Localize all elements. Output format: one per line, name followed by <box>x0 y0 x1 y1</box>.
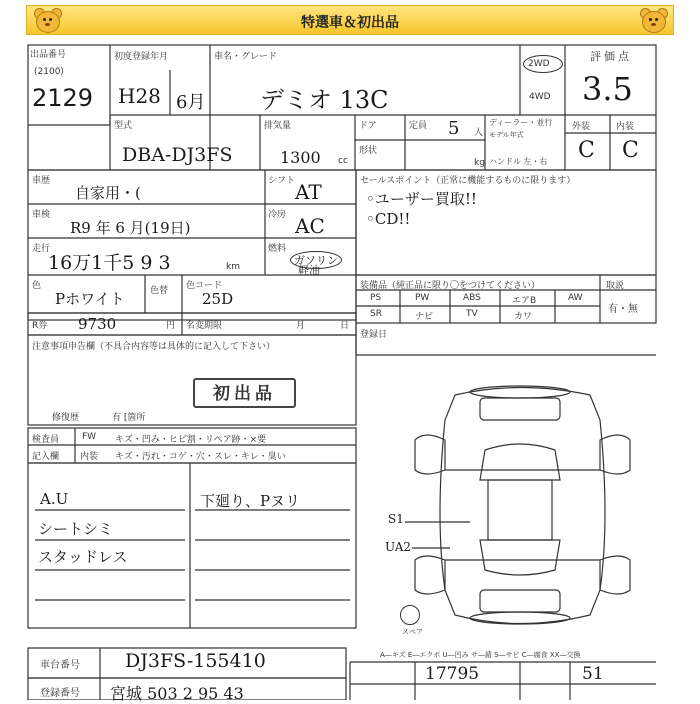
usage-value: 自家用・( <box>75 184 141 202</box>
repair-label: 修復歴 <box>52 413 80 423</box>
spare-tire-icon <box>400 605 420 625</box>
handle-label: ハンドル 左・右 <box>489 157 548 166</box>
diagram-spare-label: スペア <box>402 628 423 636</box>
exterior-grade: C <box>578 138 595 163</box>
color-code-label: 色コード <box>186 281 223 291</box>
memo-line2: シートシミ <box>38 520 114 538</box>
name-label: 車名・グレード <box>214 52 278 62</box>
entry-items: キズ・汚れ・コゲ・穴・スレ・キレ・臭い <box>115 452 286 462</box>
header-title: 特選車＆初出品 <box>301 15 399 31</box>
mileage-label: 走行 <box>32 244 51 254</box>
dealer-label: ディーラー・並行 <box>489 118 553 127</box>
fuel-diesel: 軽油 <box>298 264 320 277</box>
tax-label: 名変期限 <box>186 321 223 331</box>
interior-grade: C <box>622 138 639 163</box>
equip-ps: PS <box>370 293 382 303</box>
mileage-unit: km <box>226 262 240 272</box>
capacity-unit: 人 <box>474 128 484 138</box>
equipment-label: 装備品（純正品に限り〇をつけてください） <box>360 281 541 291</box>
model-code: DBA-DJ3FS <box>122 144 233 166</box>
entry-interior: 内装 <box>80 452 99 462</box>
inspect-items: キズ・凹み・ヒビ割・リペア跡・×要 <box>115 435 267 445</box>
recycle-unit: 円 <box>166 321 176 331</box>
drive-2wd: 2WD <box>528 59 550 69</box>
memo-line3: スタッドレス <box>38 548 128 566</box>
sales-label: セールスポイント（正常に機能するものに限ります） <box>360 176 576 186</box>
equip-aw: AW <box>568 293 583 303</box>
recycle-value: 9730 <box>78 315 117 333</box>
sales-line1: ◦ユーザー買取!! <box>366 190 477 208</box>
shape-label: 形状 <box>359 146 378 156</box>
eval-score: 3.5 <box>582 70 633 108</box>
manual-label: 取説 <box>606 281 625 291</box>
inspection-value: R9 年 6 月(19日) <box>70 219 191 237</box>
color-change-label: 色替 <box>150 286 169 296</box>
equip-leather: カワ <box>514 312 533 322</box>
recycle-label: R券 <box>32 321 48 331</box>
model-year-label: モデル年式 <box>489 131 524 139</box>
diagram-ua2-mark: UA2 <box>385 540 412 554</box>
displacement-value: 1300 <box>280 148 321 167</box>
mileage-value: 16万1千5 9 3 <box>48 252 171 274</box>
chassis-value: DJ3FS-155410 <box>125 650 266 672</box>
equip-navi: ナビ <box>415 312 434 322</box>
fuel-label: 燃料 <box>268 244 287 254</box>
color-code-value: 25D <box>202 290 234 308</box>
equip-pw: PW <box>415 293 430 303</box>
reg-value: 宮城 503 2 95 43 <box>110 684 244 703</box>
displacement-label: 排気量 <box>264 121 292 131</box>
exterior-label: 外装 <box>572 122 591 132</box>
capacity-value: 5 <box>448 118 460 139</box>
color-label: 色 <box>32 281 42 291</box>
entry-label: 記入欄 <box>32 452 60 462</box>
load-unit: kg <box>474 158 485 168</box>
lot-small: (2100) <box>34 67 64 77</box>
car-name: デミオ 13C <box>260 86 389 114</box>
equip-abs: ABS <box>463 293 481 303</box>
memo-line1: A.U <box>40 490 69 508</box>
usage-label: 車歴 <box>32 176 51 186</box>
equip-sr: SR <box>370 309 382 319</box>
sales-line2: ◦CD!! <box>366 210 411 228</box>
first-reg-month: 6月 <box>176 92 206 113</box>
first-reg-era: H28 <box>118 84 161 108</box>
color-value: Pホワイト <box>55 290 125 308</box>
tax-month: 月 <box>296 321 306 331</box>
repair-value: 有 [箇所 <box>112 413 146 423</box>
inspection-label: 車検 <box>32 210 51 220</box>
eval-label: 評価点 <box>590 50 632 63</box>
model-label: 型式 <box>114 121 133 131</box>
bottom-mid-value: 17795 <box>425 664 480 684</box>
damage-legend: A―キズ E―エクボ U―凹み サ―錆 S―サビ C―腐食 XX―交換 <box>380 651 581 659</box>
bottom-right-value: 51 <box>582 664 604 684</box>
tax-day: 日 <box>340 321 350 331</box>
shift-label: シフト <box>268 176 296 186</box>
notes-label: 注意事項申告欄（不具合内容等は具体的に記入して下さい） <box>32 342 276 352</box>
memo-right: 下廻り、Pヌリ <box>200 492 301 510</box>
ac-label: 冷房 <box>268 210 287 220</box>
door-label: ドア <box>359 121 377 131</box>
lot-number: 2129 <box>32 84 94 112</box>
manual-value: 有・無 <box>608 304 638 315</box>
first-reg-label: 初度登録年月 <box>114 52 169 62</box>
equip-tv: TV <box>466 309 478 319</box>
equip-airbag: エアB <box>512 296 537 306</box>
drive-4wd: 4WD <box>529 92 551 102</box>
chassis-label: 車台番号 <box>40 660 80 671</box>
fuel-gasoline: ガソリン <box>290 251 342 269</box>
ac-value: AC <box>295 214 325 238</box>
displacement-unit: cc <box>338 156 348 166</box>
capacity-label: 定員 <box>409 121 428 131</box>
inspect-fw: FW <box>82 432 97 442</box>
lot-label: 出品番号 <box>30 50 67 60</box>
shift-value: AT <box>295 180 322 204</box>
interior-label: 内装 <box>616 122 635 132</box>
diagram-s1-mark: S1 <box>388 512 404 526</box>
inspect-label: 検査員 <box>32 435 60 445</box>
car-body-diagram <box>405 386 630 624</box>
first-listing-stamp: 初出品 <box>193 378 296 408</box>
record-label: 登録日 <box>360 330 388 340</box>
reg-label: 登録番号 <box>40 688 80 699</box>
